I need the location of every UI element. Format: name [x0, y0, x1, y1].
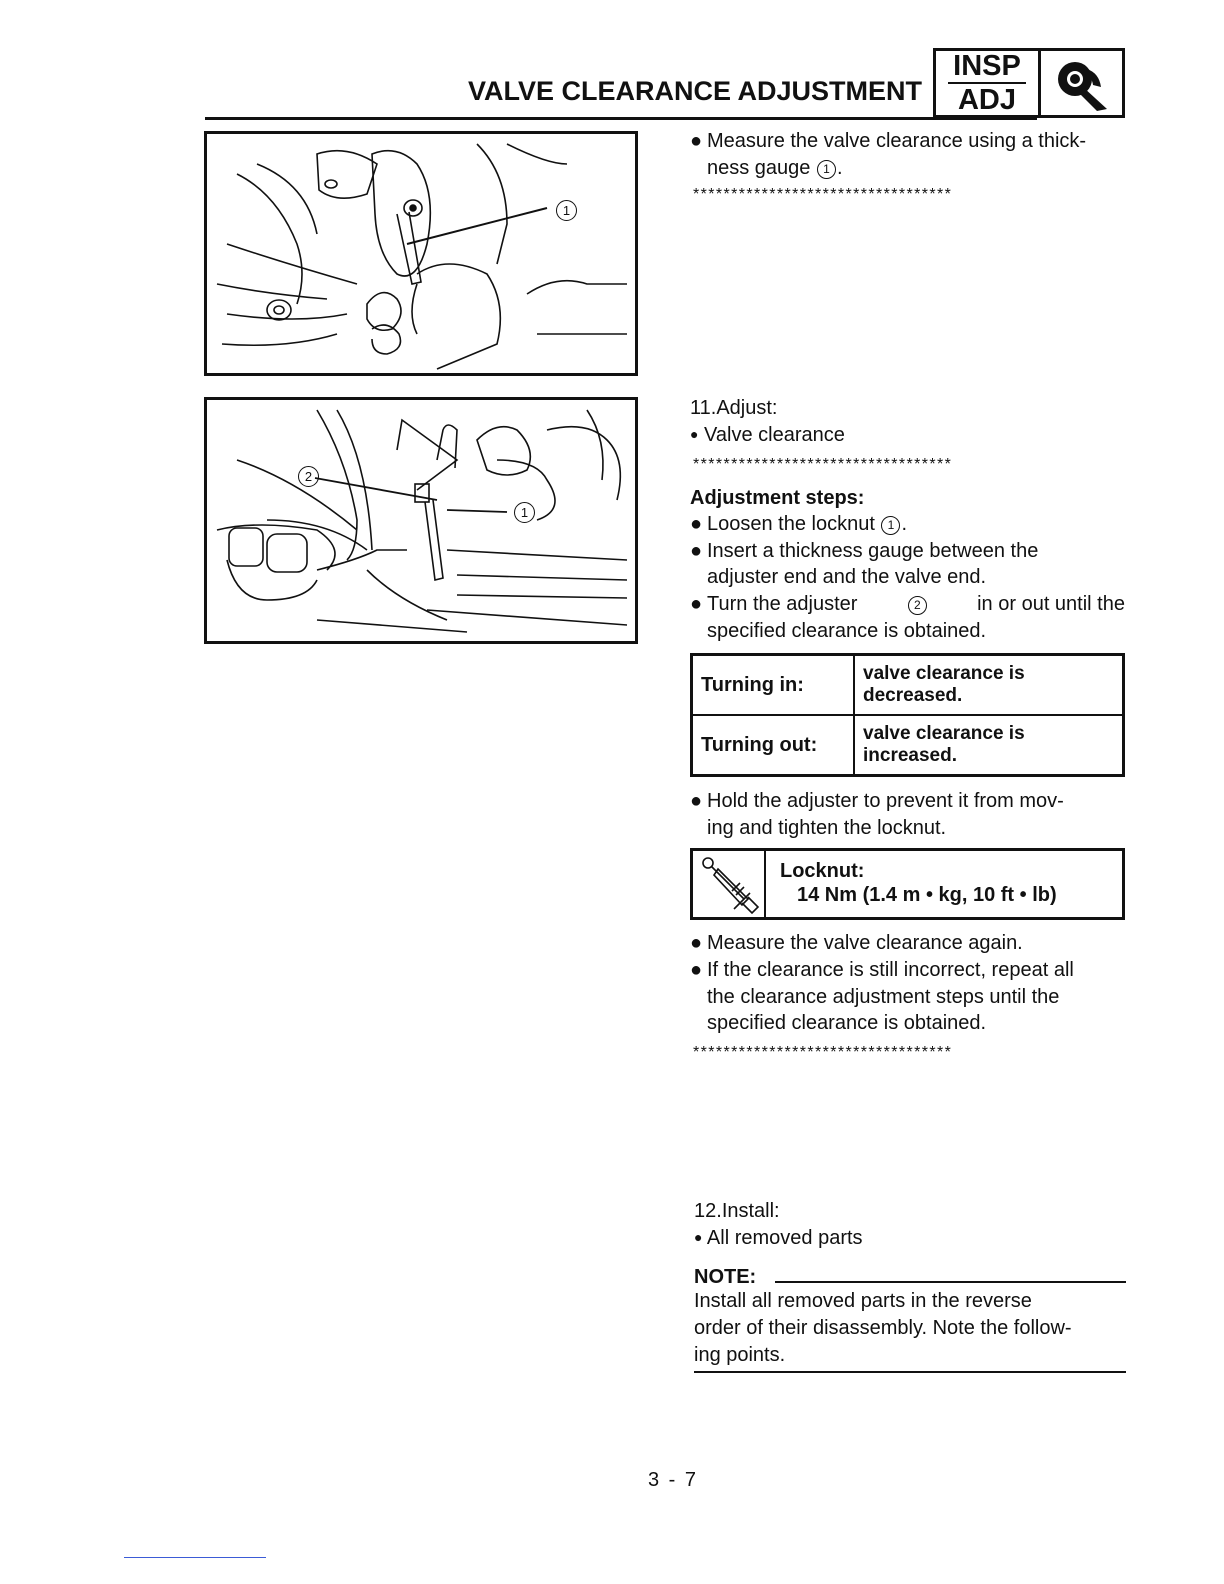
step-12-item-text: All removed parts: [706, 1227, 863, 1249]
step-11-title: Adjust:: [716, 397, 778, 419]
note-bottom-rule: [694, 1371, 1126, 1373]
bullet-dot: ●: [690, 540, 703, 562]
adjust-direction-table: [690, 653, 1125, 777]
figure-adjuster: [204, 397, 638, 644]
callout-2: 2: [298, 466, 319, 487]
table-label: Turning in:: [693, 656, 855, 714]
footer-line: [124, 1557, 266, 1558]
figure-thickness-gauge: [204, 131, 638, 376]
page-title: VALVE CLEARANCE ADJUSTMENT: [468, 76, 923, 106]
insert-line-1: Insert a thickness gauge between the: [707, 540, 1039, 562]
note-top-rule: [775, 1281, 1126, 1283]
torque-spec-box: [690, 848, 1125, 920]
adjustment-heading: Adjustment steps:: [690, 487, 865, 509]
note-line-1: Install all removed parts in the reverse: [694, 1290, 1032, 1312]
torque-value: 14 Nm (1.4 m • kg, 10 ft • lb): [797, 884, 1057, 906]
torque-label: Locknut:: [780, 860, 865, 882]
table-row: [693, 656, 1122, 716]
hold-line-1: Hold the adjuster to prevent it from mov-: [707, 790, 1064, 812]
torque-text: [766, 851, 1057, 917]
incorrect-line-2: the clearance adjustment steps until the: [707, 986, 1060, 1008]
stars-separator: **********************************: [693, 456, 953, 473]
title-rule: [205, 117, 1037, 120]
note-line-3: ing points.: [694, 1344, 786, 1366]
table-label: Turning out:: [693, 716, 855, 774]
bullet-dot: ●: [690, 959, 703, 981]
insert-line-2: adjuster end and the valve end.: [707, 566, 987, 588]
badge-text: [936, 51, 1041, 115]
table-value-line2: increased.: [863, 745, 957, 766]
loosen-step: Loosen the locknut 1 .: [707, 513, 908, 535]
ref-1: 1: [817, 160, 836, 179]
badge-insp: INSP: [953, 50, 1021, 82]
step-12: [694, 1198, 780, 1225]
incorrect-line-1: If the clearance is still incorrect, repeat all: [707, 959, 1074, 981]
hold-line-2: ing and tighten the locknut.: [707, 817, 947, 839]
torque-wrench-icon: [693, 851, 766, 917]
incorrect-line-3: specified clearance is obtained.: [707, 1012, 987, 1034]
bullet-dot: ●: [690, 932, 703, 954]
step-11: [690, 395, 777, 422]
wrench-magnifier-icon: [1041, 51, 1122, 115]
insp-adj-badge: [933, 48, 1125, 118]
step-11-item: ● Valve clearance: [690, 424, 845, 446]
note-label: NOTE:: [694, 1266, 757, 1288]
badge-adj: ADJ: [957, 84, 1016, 116]
bullet-dot: ●: [690, 790, 703, 812]
stars-separator: **********************************: [693, 186, 953, 203]
table-value: [855, 716, 1122, 774]
measure-again: Measure the valve clearance again.: [707, 932, 1023, 954]
measure-line-1: Measure the valve clearance using a thick-: [707, 130, 1087, 152]
measure-text: ness gauge: [707, 157, 811, 179]
turn-line-1: [707, 591, 1125, 618]
measure-line-2: ness gauge 1 .: [707, 157, 843, 179]
table-value: [855, 656, 1122, 714]
step-11-item-text: Valve clearance: [704, 424, 845, 446]
bullet-dot: ●: [690, 593, 703, 615]
step-12-item: ● All removed parts: [694, 1227, 863, 1249]
turn-text-a: Turn the adjuster: [707, 593, 858, 615]
ref-2: 2: [908, 596, 927, 615]
bullet-dot: ●: [690, 130, 703, 152]
note-line-2: order of their disassembly. Note the follow-: [694, 1317, 1072, 1339]
loosen-text: Loosen the locknut: [707, 513, 875, 535]
turn-line-2: specified clearance is obtained.: [707, 620, 987, 642]
callout-1: 1: [556, 200, 577, 221]
step-11-number: 11.: [690, 397, 717, 419]
table-row: [693, 716, 1122, 774]
page-number: 3 - 7: [648, 1469, 699, 1491]
step-12-number: 12.: [694, 1200, 722, 1222]
table-value-line1: valve clearance is: [863, 723, 1025, 744]
table-value-line2: decreased.: [863, 685, 963, 706]
ref-1: 1: [881, 516, 900, 535]
bullet-dot: ●: [690, 513, 703, 535]
stars-separator: **********************************: [693, 1044, 953, 1061]
callout-1: 1: [514, 502, 535, 523]
turn-text-b: in or out until the: [977, 593, 1125, 615]
step-12-title: Install:: [721, 1200, 780, 1222]
table-value-line1: valve clearance is: [863, 663, 1025, 684]
